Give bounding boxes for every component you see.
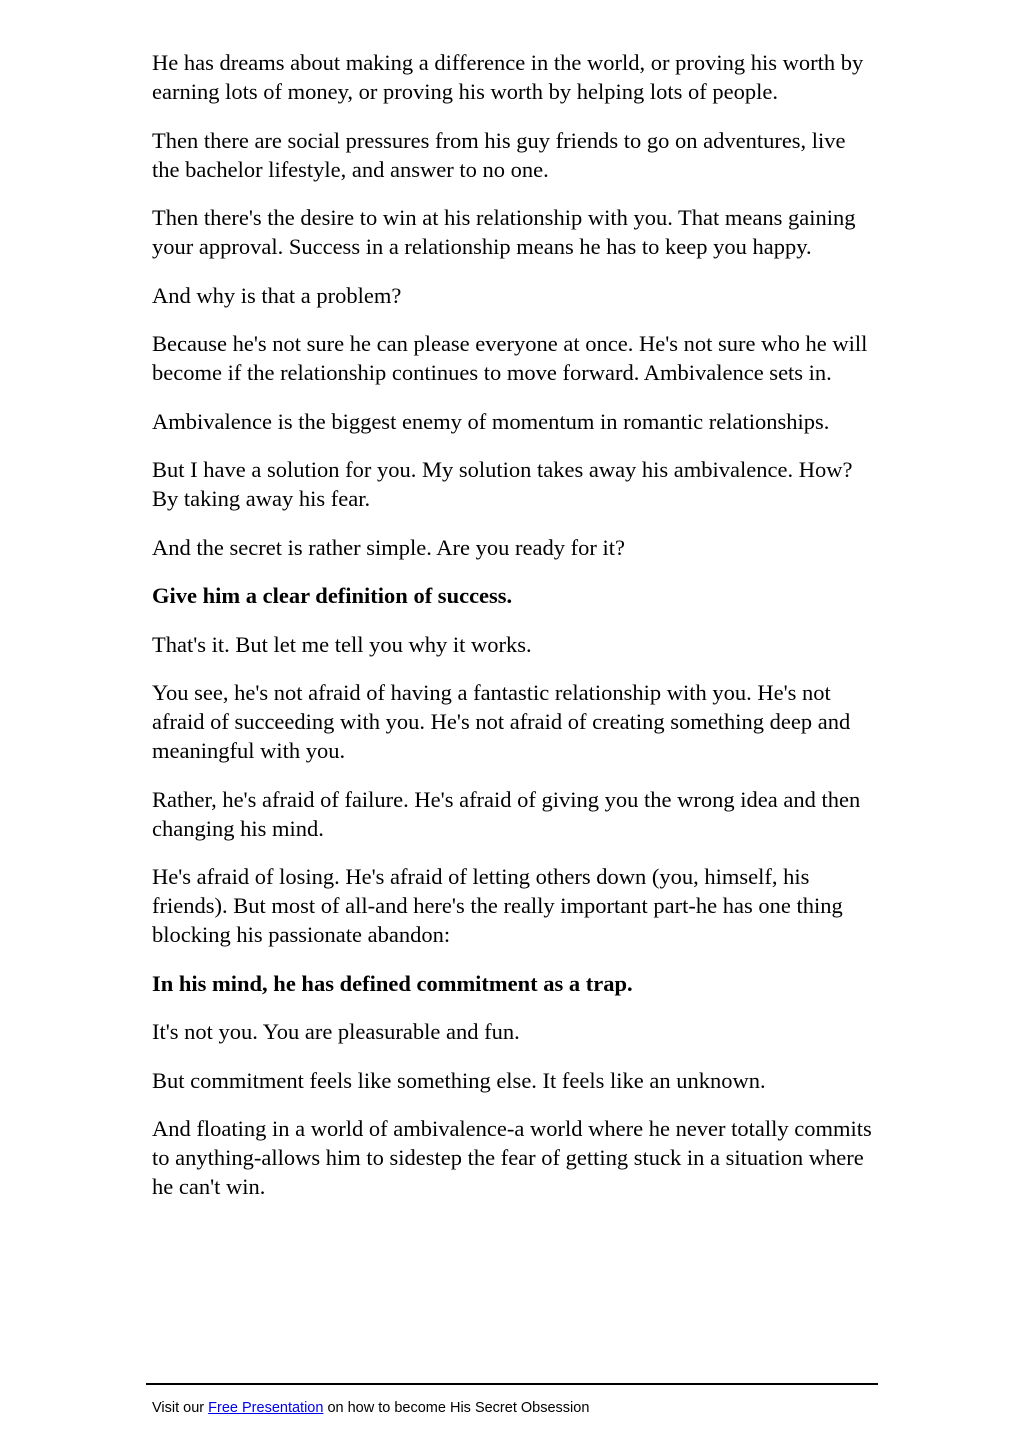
paragraph: Ambivalence is the biggest enemy of momentum in romantic relationships. xyxy=(152,408,830,434)
paragraph: And why is that a problem? xyxy=(152,282,402,308)
paragraph: Because he's not sure he can please everyone at once. He's not sure who he will become if the relationship continues to move forward. Ambivalence sets in. xyxy=(152,331,868,385)
footer-prefix-text: Visit our xyxy=(152,1400,209,1416)
paragraph: He's afraid of losing. He's afraid of letting others down (you, himself, his friends). But most of all-and here's the really important part-he has one thing blocking his passionate abandon: xyxy=(152,864,843,947)
paragraph: Rather, he's afraid of failure. He's afraid of giving you the wrong idea and then changing his mind. xyxy=(152,786,861,841)
footer-divider xyxy=(146,1383,878,1385)
paragraph: And floating in a world of ambivalence-a world where he never totally commits to anything-allows him to sidestep the fear of getting stuck in a situation where he can't win. xyxy=(152,1116,872,1199)
footer-suffix-text: on how to become His Secret Obsession xyxy=(323,1400,590,1416)
paragraph: You see, he's not afraid of having a fantastic relationship with you. He's not afraid of succeeding with you. He's not afraid of creating something deep and meaningful with you. xyxy=(152,680,851,763)
bold-paragraph: Give him a clear definition of success. xyxy=(152,583,513,608)
document-body xyxy=(152,48,872,1221)
paragraph: Then there are social pressures from his guy friends to go on adventures, live the bachelor lifestyle, and answer to no one. xyxy=(152,127,846,182)
paragraph: Then there's the desire to win at his relationship with you. That means gaining your approval. Success in a relationship means he has to keep you happy. xyxy=(152,205,856,259)
paragraph: It's not you. You are pleasurable and fun. xyxy=(152,1019,520,1044)
bold-paragraph: In his mind, he has defined commitment as a trap. xyxy=(152,970,633,996)
paragraph: But commitment feels like something else. It feels like an unknown. xyxy=(152,1067,766,1093)
paragraph: He has dreams about making a difference in the world, or proving his worth by earning lots of money, or proving his worth by helping lots of people. xyxy=(152,50,864,104)
free-presentation-link[interactable]: Free Presentation xyxy=(208,1400,324,1416)
footer xyxy=(152,1399,589,1417)
paragraph: That's it. But let me tell you why it works. xyxy=(152,631,532,657)
paragraph: And the secret is rather simple. Are you ready for it? xyxy=(152,534,625,560)
paragraph: But I have a solution for you. My solution takes away his ambivalence. How? By taking away his fear. xyxy=(152,457,853,511)
